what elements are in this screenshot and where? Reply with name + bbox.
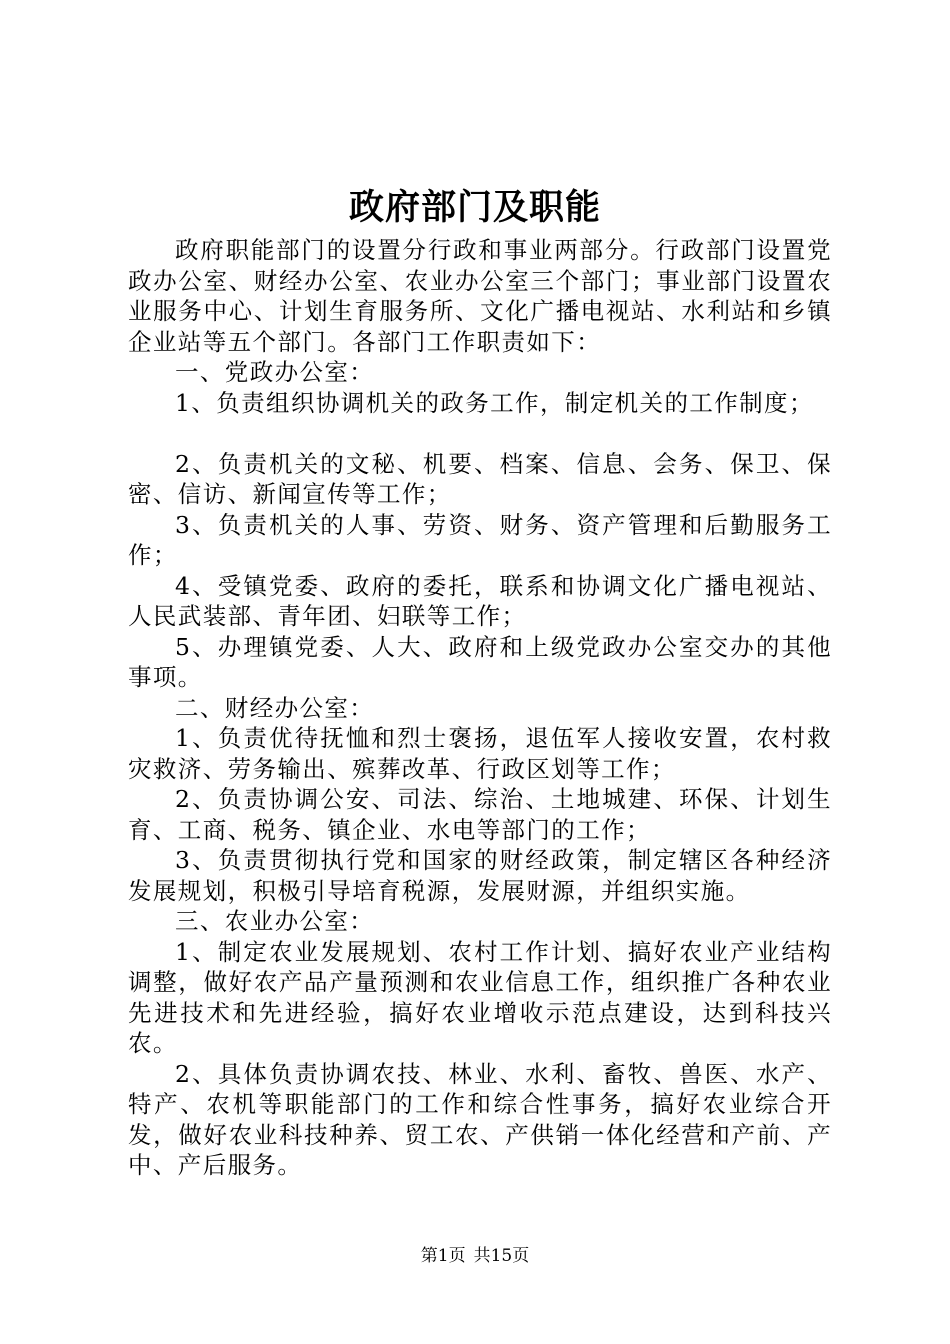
list-item: 1、负责优待抚恤和烈士褒扬，退伍军人接收安置，农村救灾救济、劳务输出、殡葬改革、行政区划等工作； <box>128 724 832 783</box>
list-item: 1、负责组织协调机关的政务工作，制定机关的工作制度； <box>175 388 814 417</box>
list-item: 2、具体负责协调农技、林业、水利、畜牧、兽医、水产、特产、农机等职能部门的工作和综合性事务，搞好农业综合开发，做好农业科技种养、贸工农、产供销一体化经营和产前、产中、产后服务。 <box>128 1059 832 1179</box>
page-total: 共15页 <box>473 1246 530 1266</box>
list-item: 4、受镇党委、政府的委托，联系和协调文化广播电视站、人民武装部、青年团、妇联等工作； <box>128 571 832 630</box>
section-heading: 二、财经办公室： <box>175 693 375 722</box>
blank-line <box>128 418 832 449</box>
section-heading: 三、农业办公室： <box>175 907 375 935</box>
list-item: 3、负责贯彻执行党和国家的财经政策，制定辖区各种经济发展规划，积极引导培育税源，发展财源，并组织实施。 <box>128 846 832 905</box>
intro-paragraph: 政府职能部门的设置分行政和事业两部分。行政部门设置党政办公室、财经办公室、农业办公室三个部门；事业部门设置农业服务中心、计划生育服务所、文化广播电视站、水利站和乡镇企业站等五个部门。各部门工作职责如下： <box>128 236 832 356</box>
list-item: 5、办理镇党委、人大、政府和上级党政办公室交办的其他事项。 <box>128 632 832 691</box>
section-heading: 一、党政办公室： <box>175 358 375 386</box>
list-item: 1、制定农业发展规划、农村工作计划、搞好农业产业结构调整，做好农产品产量预测和农业信息工作，组织推广各种农业先进技术和先进经验，搞好农业增收示范点建设，达到科技兴农。 <box>128 937 832 1057</box>
page-title: 政府部门及职能 <box>348 187 601 228</box>
page-footer <box>0 1244 950 1268</box>
list-item: 2、负责机关的文秘、机要、档案、信息、会务、保卫、保密、信访、新闻宣传等工作； <box>128 449 832 508</box>
page-number: 第1页 <box>420 1246 466 1266</box>
document-body <box>128 235 832 1181</box>
list-item: 2、负责协调公安、司法、综治、土地城建、环保、计划生育、工商、税务、镇企业、水电等部门的工作； <box>128 785 832 844</box>
list-item: 3、负责机关的人事、劳资、财务、资产管理和后勤服务工作； <box>128 510 832 569</box>
